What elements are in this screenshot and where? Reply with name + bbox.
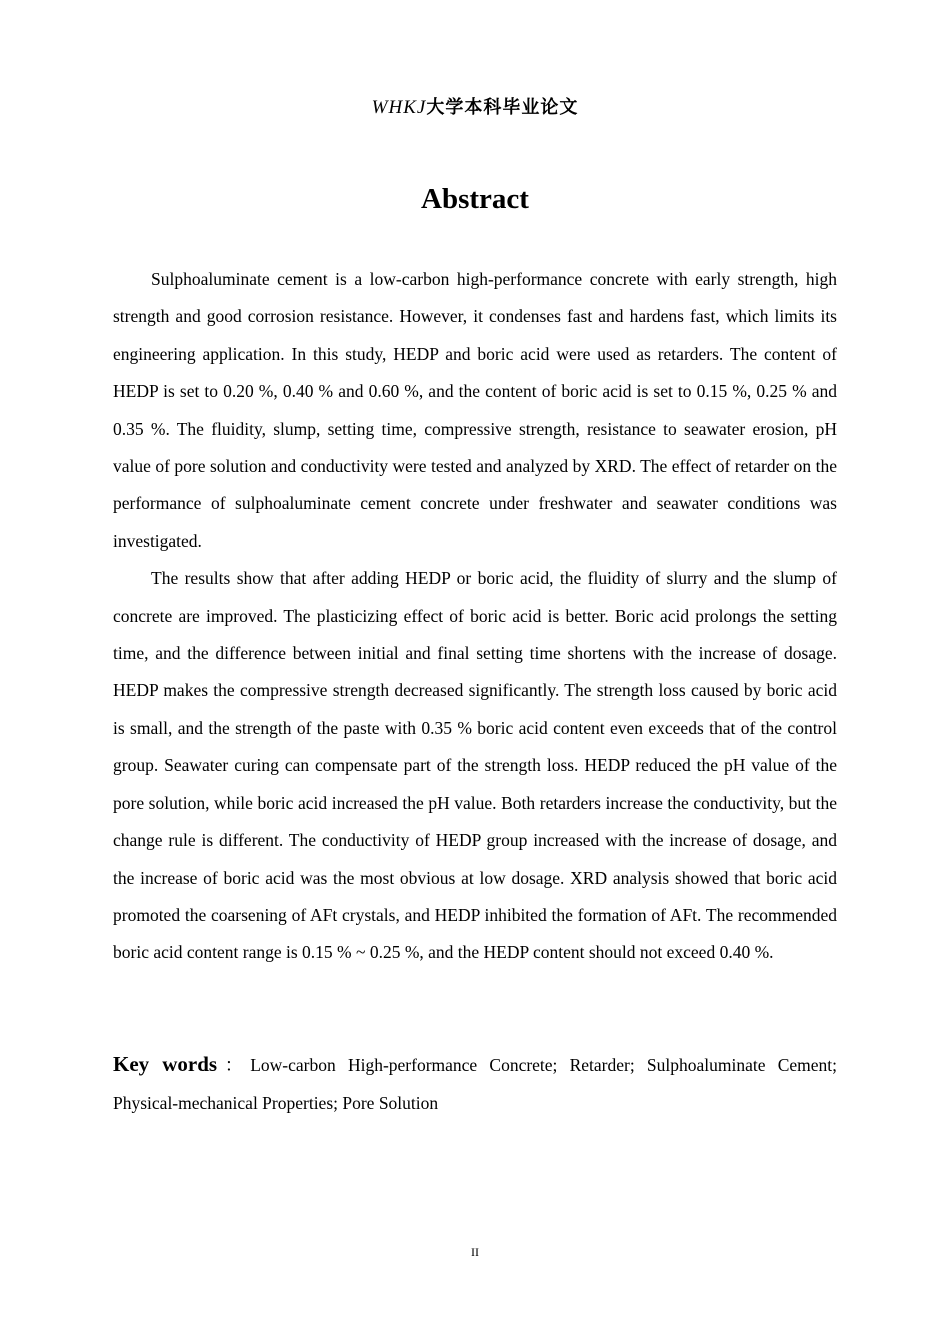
abstract-paragraph-1: Sulphoaluminate cement is a low-carbon high-performance concrete with early strength, high strength and good corrosion resistance. However, it condenses fast and hardens fast, which limits its engineering application. In this study, HEDP and boric acid were used as retarders. The content of HEDP is set to 0.20 %, 0.40 % and 0.60 %, and the content of boric acid is set to 0.15 %, 0.25 % and 0.35 %. The fluidity, slump, setting time, compressive strength, resistance to seawater erosion, pH value of pore solution and conductivity were tested and analyzed by XRD. The effect of retarder on the performance of sulphoaluminate cement concrete under freshwater and seawater conditions was investigated. (113, 269, 837, 551)
keywords-text: Low-carbon High-performance Concrete; Retarder; Sulphoaluminate Cement; Physical-mechanical Properties; Pore Solution (113, 1055, 838, 1113)
page-number: II (471, 1245, 479, 1259)
page-title: Abstract (421, 183, 529, 215)
keywords-separator: ： (217, 1055, 251, 1075)
header-institution-code: WHKJ (371, 97, 427, 118)
abstract-body (113, 261, 837, 972)
keywords-section (113, 1045, 837, 1122)
page-header (0, 94, 950, 122)
header-thesis-type: 大学本科毕业论文 (426, 97, 579, 118)
keywords-label: Key words (113, 1052, 218, 1076)
abstract-paragraph-2: The results show that after adding HEDP or boric acid, the fluidity of slurry and the slump of concrete are improved. The plasticizing effect of boric acid is better. Boric acid prolongs the setting time, and the difference between initial and final setting time shortens with the increase of dosage. HEDP makes the compressive strength decreased significantly. The strength loss caused by boric acid is small, and the strength of the paste with 0.35 % boric acid content even exceeds that of the control group. Seawater curing can compensate part of the strength loss. HEDP reduced the pH value of the pore solution, while boric acid increased the pH value. Both retarders increase the conductivity, but the change rule is different. The conductivity of HEDP group increased with the increase of dosage, and the increase of boric acid was the most obvious at low dosage. XRD analysis showed that boric acid promoted the coarsening of AFt crystals, and HEDP inhibited the formation of AFt. The recommended boric acid content range is 0.15 % ~ 0.25 %, and the HEDP content should not exceed 0.40 %. (113, 568, 837, 963)
